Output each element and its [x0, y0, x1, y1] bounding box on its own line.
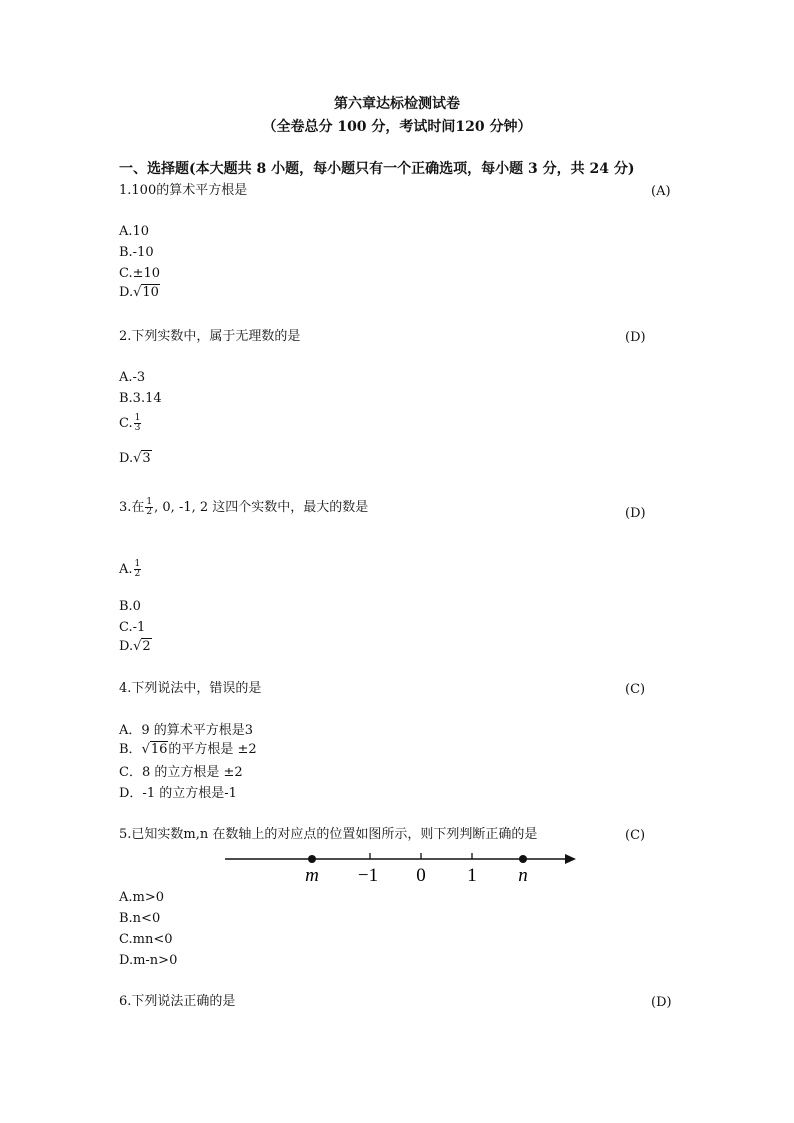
question-4-option-b: B．√16的平方根是 ±2: [119, 742, 257, 757]
question-5-option-a: A.m>0: [119, 890, 165, 905]
fraction: $\frac{1}{2}$: [134, 559, 141, 579]
arrow-right-icon: [565, 854, 576, 864]
question-5-stem: 5.已知实数m,n 在数轴上的对应点的位置如图所示，则下列判断正确的是: [119, 827, 538, 842]
question-1-option-c: C.±10: [119, 266, 161, 281]
question-6-stem: 6.下列说法正确的是: [119, 994, 236, 1009]
question-2-option-c: C. $\frac{1}{3}$: [119, 413, 141, 433]
question-1-stem: 1.100的算术平方根是: [119, 183, 248, 198]
question-2-answer: (D): [625, 330, 646, 345]
fraction: $\frac{1}{3}$: [134, 413, 141, 433]
question-3-option-b: B.0: [119, 599, 141, 614]
label-m: m: [305, 865, 319, 886]
question-3-stem: 3.在 $\frac{1}{2}$ , 0, -1, 2 这四个实数中，最大的数是: [119, 497, 369, 517]
question-4-answer: (C): [625, 682, 646, 697]
label-0: 0: [416, 865, 426, 886]
sqrt-symbol: √3: [133, 451, 151, 466]
label-neg1: −1: [357, 865, 379, 886]
number-line-diagram: [220, 848, 580, 888]
question-4-option-a: A．9 的算术平方根是3: [119, 723, 254, 738]
question-5-option-b: B.n<0: [119, 911, 161, 926]
question-5-answer: (C): [625, 828, 646, 843]
question-3-answer: (D): [625, 506, 646, 521]
question-4-option-d: D．-1 的立方根是-1: [119, 786, 237, 801]
question-1-answer: (A): [651, 184, 671, 199]
fraction: $\frac{1}{2}$: [146, 497, 153, 517]
label-n: n: [518, 865, 528, 886]
question-1-option-b: B.-10: [119, 245, 154, 260]
question-3-option-a: A. $\frac{1}{2}$: [119, 559, 141, 579]
point-n: [519, 855, 527, 863]
question-4-option-c: C．8 的立方根是 ±2: [119, 765, 243, 780]
question-2-option-b: B.3.14: [119, 391, 162, 406]
page-subtitle: （全卷总分 100 分，考试时间120 分钟）: [262, 119, 532, 135]
question-5-option-c: C.mn<0: [119, 932, 173, 947]
question-4-stem: 4.下列说法中，错误的是: [119, 681, 262, 696]
question-6-answer: (D): [651, 995, 672, 1010]
question-5-option-d: D.m-n>0: [119, 953, 178, 968]
sqrt-symbol: √2: [133, 639, 151, 654]
page-title: 第六章达标检测试卷: [334, 96, 460, 112]
section-heading: 一、选择题(本大题共 8 小题，每小题只有一个正确选项，每小题 3 分，共 24 分): [119, 161, 635, 177]
question-2-stem: 2.下列实数中，属于无理数的是: [119, 329, 301, 344]
point-m: [308, 855, 316, 863]
question-1-option-a: A.10: [119, 224, 150, 239]
sqrt-symbol: √10: [133, 285, 159, 300]
question-2-option-a: A.-3: [119, 370, 146, 385]
question-2-option-d: D.√3: [119, 451, 151, 466]
sqrt-symbol: √16: [141, 742, 168, 757]
question-1-option-d: D.√10: [119, 285, 159, 300]
question-3-option-c: C.-1: [119, 620, 146, 635]
question-3-option-d: D.√2: [119, 639, 151, 654]
label-1: 1: [467, 865, 477, 886]
